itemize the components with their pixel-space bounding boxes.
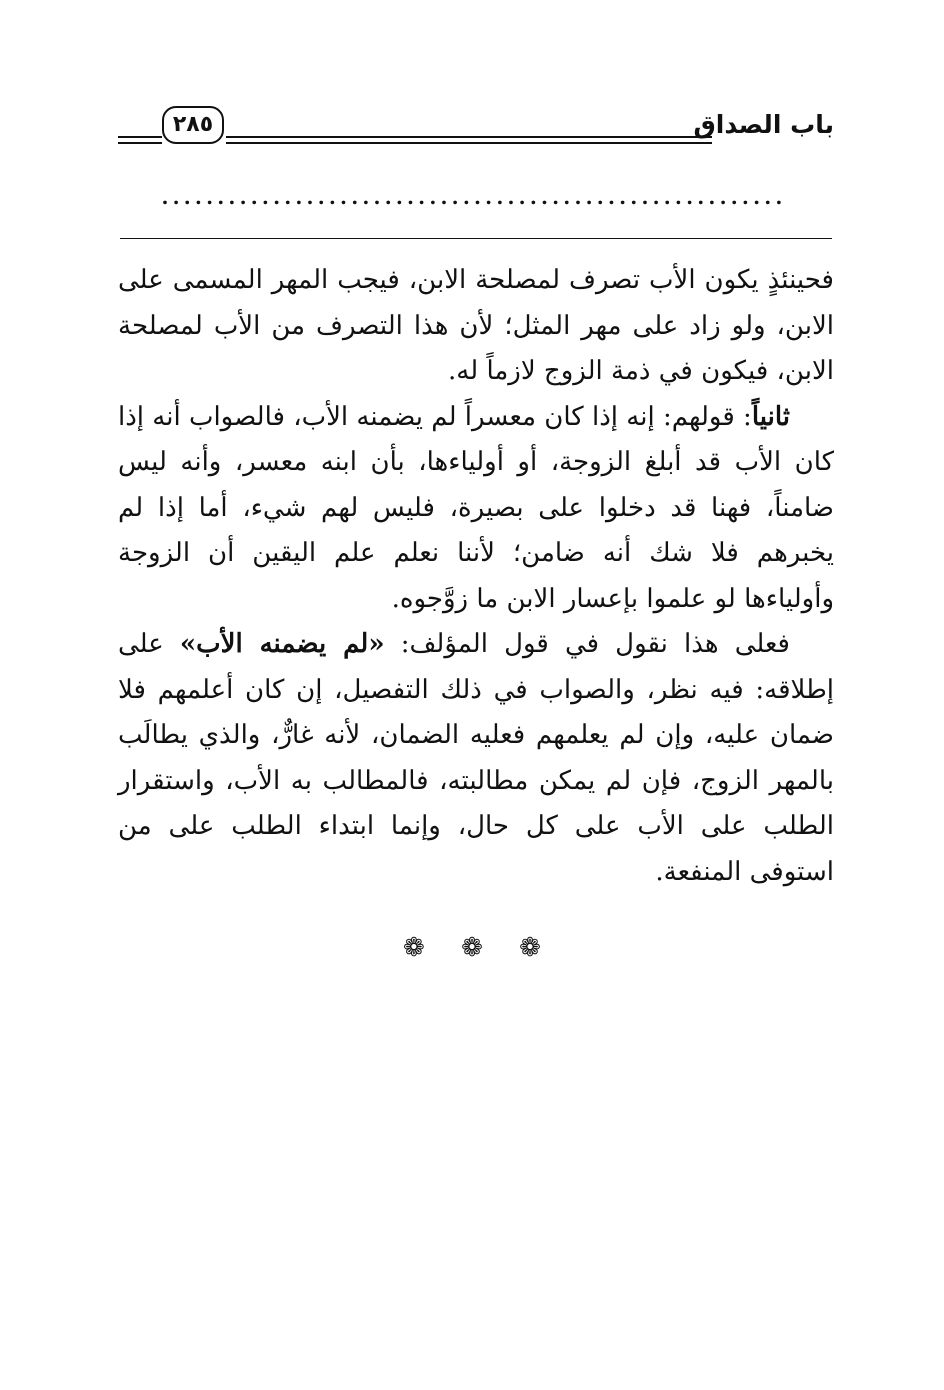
body-text bbox=[118, 258, 834, 895]
ornament-row bbox=[0, 928, 944, 968]
text-separator-line bbox=[120, 238, 832, 239]
page-header bbox=[118, 100, 834, 156]
header-rule-left-bottom bbox=[118, 142, 162, 144]
paragraph-1 bbox=[118, 258, 834, 395]
flower-ornament-icon: ❁ bbox=[519, 933, 541, 963]
paragraph-3-after: على إطلاقه: فيه نظر، والصواب في ذلك التفصيل، إن كان أعلمهم فلا ضمان عليه، وإن لم يعلمهم فعليه الضمان، لأنه غارٌّ، والذي يطالَب بالمهر الزوج، فإن لم يمكن مطالبته، فالمطالب به الأب، واستقرار الطلب على الأب على كل حال، وإنما ابتداء الطلب على من استوفى المنفعة. bbox=[118, 629, 834, 887]
paragraph-2-text: : قولهم: إنه إذا كان معسراً لم يضمنه الأب، فالصواب أنه إذا كان الأب قد أبلغ الزوجة، أو أولياءها، بأن ابنه معسر، وأنه ليس ضامناً، فهنا قد دخلوا على بصيرة، فليس لهم شيء، أما إذا لم يخبرهم فلا شك أنه ضامن؛ لأننا نعلم علم اليقين أن الزوجة وأولياءها لو علموا بإعسار الابن ما زوَّجوه. bbox=[118, 401, 834, 614]
paragraph-1-text: فحينئذٍ يكون الأب تصرف لمصلحة الابن، فيجب المهر المسمى على الابن، ولو زاد على مهر المثل؛ لأن هذا التصرف من الأب لمصلحة الابن، فيكون في ذمة الزوج لازماً له. bbox=[118, 265, 834, 386]
paragraph-3-before: فعلى هذا نقول في قول المؤلف: bbox=[384, 629, 790, 659]
chapter-title: باب الصداق bbox=[693, 110, 834, 139]
flower-ornament-icon: ❁ bbox=[461, 933, 483, 963]
paragraph-3 bbox=[118, 622, 834, 895]
paragraph-2 bbox=[118, 395, 834, 623]
paragraph-3-quote: «لم يضمنه الأب» bbox=[179, 629, 385, 659]
flower-ornament-icon: ❁ bbox=[403, 933, 425, 963]
header-rule-left-top bbox=[118, 136, 162, 138]
paragraph-2-lead: ثانياً bbox=[751, 401, 790, 432]
header-rule-bottom bbox=[226, 142, 712, 144]
header-rule-top bbox=[226, 136, 712, 138]
page-number: ٢٨٥ bbox=[162, 106, 224, 144]
dotted-separator: ........................................................ bbox=[161, 185, 787, 209]
